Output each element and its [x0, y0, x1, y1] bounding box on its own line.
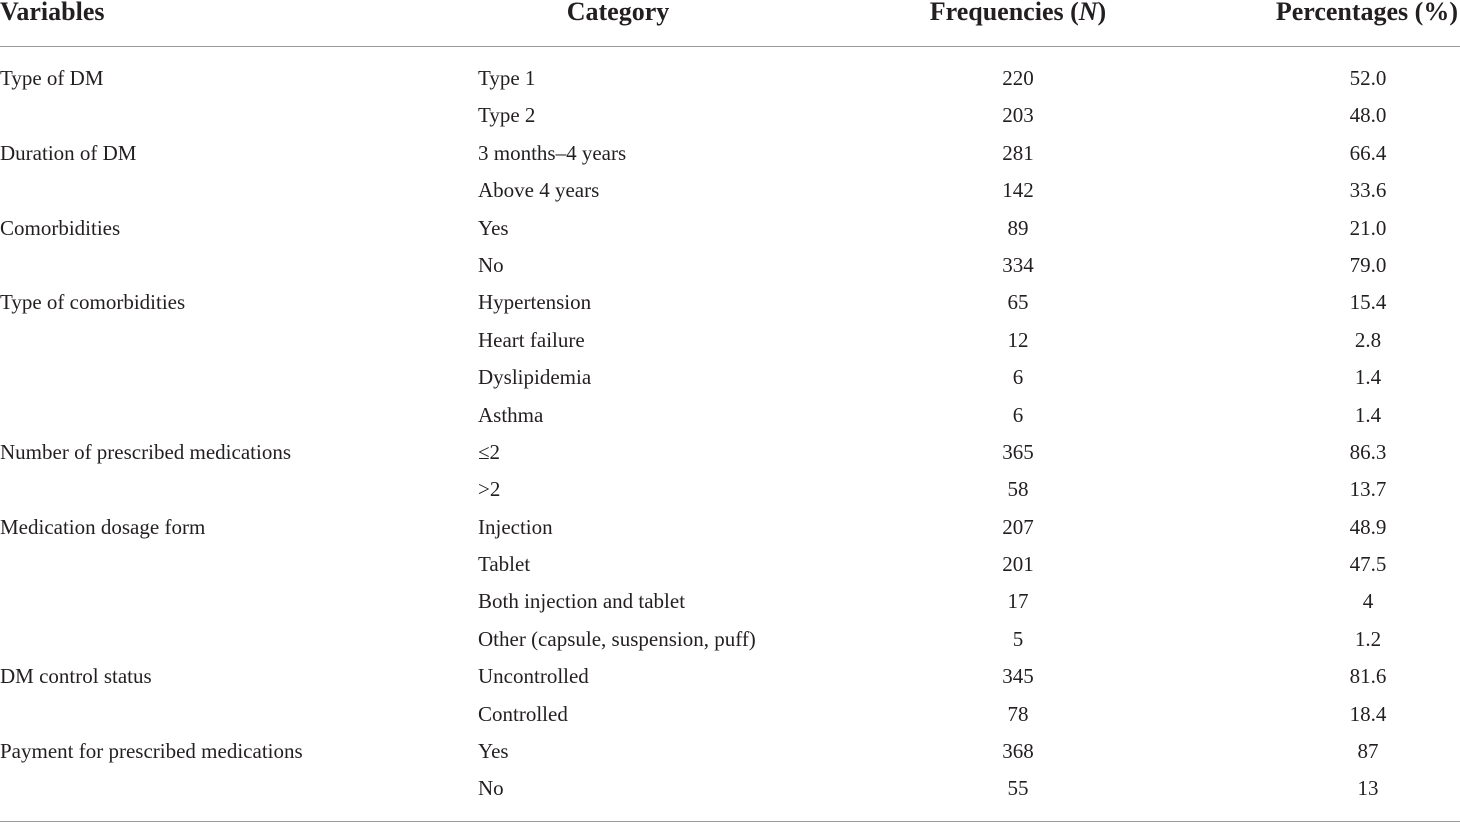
table-row	[0, 135, 1460, 172]
percentage-cell: 52.0	[1349, 66, 1387, 90]
variable-cell: Medication dosage form	[0, 514, 206, 539]
percentage-cell: 47.5	[1349, 552, 1387, 577]
frequency-cell: 65	[1007, 290, 1029, 315]
percentage-cell: 86.3	[1349, 439, 1387, 464]
variable-cell: Number of prescribed medications	[0, 439, 291, 464]
frequency-cell: 6	[1012, 402, 1024, 427]
table-row	[0, 434, 1460, 471]
category-cell: Dyslipidemia	[478, 365, 592, 390]
category-cell: Tablet	[478, 552, 531, 577]
table-row	[0, 471, 1460, 508]
header-frequencies	[930, 0, 1106, 29]
percentage-cell: 1.2	[1354, 626, 1382, 651]
frequency-cell: 220	[1002, 66, 1034, 90]
percentage-cell: 48.0	[1349, 103, 1387, 128]
frequency-cell: 89	[1007, 215, 1029, 240]
table-row	[0, 322, 1460, 359]
category-cell: ≤2	[478, 439, 501, 464]
frequency-cell: 201	[1002, 552, 1034, 577]
table-row	[0, 509, 1460, 546]
category-cell: Type 2	[478, 103, 536, 128]
frequency-cell: 281	[1002, 140, 1034, 165]
percentage-cell: 48.9	[1349, 514, 1387, 539]
category-cell: Both injection and tablet	[478, 589, 686, 614]
header-percentages: Percentages (%)	[1275, 0, 1458, 26]
table-row	[0, 97, 1460, 134]
frequency-cell: 6	[1012, 365, 1024, 390]
category-cell: 3 months–4 years	[478, 140, 627, 165]
category-cell: Heart failure	[478, 327, 585, 352]
variable-cell: Type of DM	[0, 66, 104, 90]
header-frequencies-suffix: )	[1097, 0, 1107, 26]
header-frequencies-prefix: Frequencies (	[929, 0, 1079, 26]
frequency-cell: 5	[1012, 626, 1024, 651]
percentage-cell: 66.4	[1349, 140, 1387, 165]
table-row	[0, 621, 1460, 658]
category-cell: Other (capsule, suspension, puff)	[478, 626, 756, 651]
category-cell: Yes	[478, 215, 509, 240]
table-bottom-divider	[0, 821, 1460, 822]
category-cell: Hypertension	[478, 290, 592, 315]
category-cell: No	[478, 252, 504, 277]
frequency-cell: 207	[1002, 514, 1034, 539]
header-variables: Variables	[0, 0, 105, 26]
category-cell: Controlled	[478, 701, 568, 726]
percentage-cell: 79.0	[1349, 252, 1387, 277]
variable-cell: Duration of DM	[0, 140, 137, 165]
table-row	[0, 247, 1460, 284]
percentage-cell: 15.4	[1349, 290, 1387, 315]
category-cell: Above 4 years	[478, 178, 600, 203]
frequency-cell: 142	[1002, 178, 1034, 203]
frequency-cell: 368	[1002, 739, 1034, 764]
percentage-cell: 13	[1357, 776, 1379, 801]
category-cell: No	[478, 776, 504, 801]
table-row	[0, 658, 1460, 695]
percentage-cell: 21.0	[1349, 215, 1387, 240]
table-row	[0, 359, 1460, 396]
variable-cell: Type of comorbidities	[0, 290, 186, 315]
table-row	[0, 733, 1460, 770]
variable-cell: Comorbidities	[0, 215, 121, 240]
table-row	[0, 60, 1460, 97]
percentage-cell: 13.7	[1349, 477, 1387, 502]
variable-cell: Payment for prescribed medications	[0, 739, 303, 764]
table-row	[0, 210, 1460, 247]
frequency-cell: 12	[1007, 327, 1029, 352]
table-row	[0, 770, 1460, 807]
header-divider	[0, 46, 1460, 47]
frequency-cell: 78	[1007, 701, 1029, 726]
table-header	[0, 0, 1460, 46]
category-cell: Injection	[478, 514, 553, 539]
frequency-cell: 58	[1007, 477, 1029, 502]
table-body	[0, 60, 1460, 808]
percentage-cell: 18.4	[1349, 701, 1387, 726]
percentage-cell: 1.4	[1354, 365, 1382, 390]
frequency-cell: 334	[1002, 252, 1034, 277]
table-row	[0, 284, 1460, 321]
category-cell: Type 1	[478, 66, 536, 90]
frequency-cell: 203	[1002, 103, 1034, 128]
category-cell: Asthma	[478, 402, 544, 427]
header-frequencies-n: N	[1078, 0, 1098, 26]
percentage-cell: 2.8	[1354, 327, 1382, 352]
frequency-cell: 55	[1007, 776, 1029, 801]
table-row	[0, 397, 1460, 434]
frequency-cell: 345	[1002, 664, 1034, 689]
frequency-cell: 17	[1007, 589, 1029, 614]
percentage-cell: 4	[1362, 589, 1374, 614]
table-row	[0, 583, 1460, 620]
table-row	[0, 696, 1460, 733]
category-cell: >2	[478, 477, 501, 502]
percentage-cell: 33.6	[1349, 178, 1387, 203]
header-category: Category	[566, 0, 670, 26]
category-cell: Yes	[478, 739, 509, 764]
percentage-cell: 81.6	[1349, 664, 1387, 689]
percentage-cell: 87	[1357, 739, 1379, 764]
table-row	[0, 546, 1460, 583]
percentage-cell: 1.4	[1354, 402, 1382, 427]
frequency-cell: 365	[1002, 439, 1034, 464]
table-row	[0, 172, 1460, 209]
category-cell: Uncontrolled	[478, 664, 589, 689]
variable-cell: DM control status	[0, 664, 152, 689]
